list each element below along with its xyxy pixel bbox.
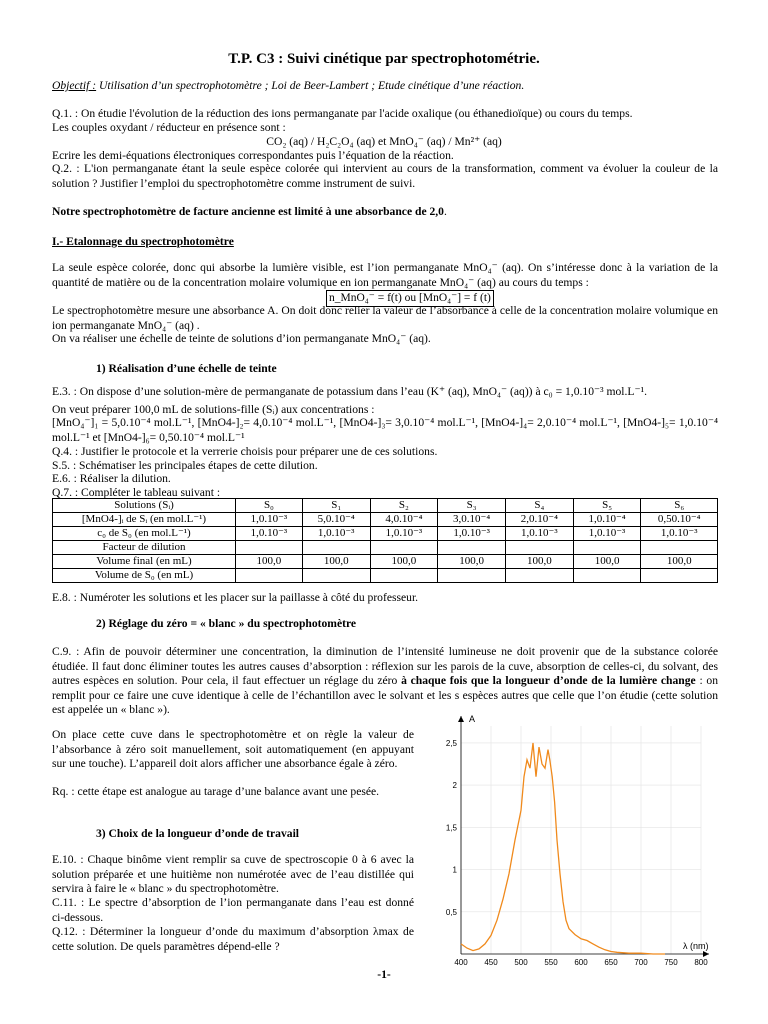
e3-line-2: On veut préparer 100,0 mL de solutions-fille (Sᵢ) aux concentrations : [52, 403, 375, 416]
table-cell: 100,0 [641, 555, 718, 569]
y-tick-label: 2,5 [445, 738, 457, 748]
chart-axes [458, 716, 709, 957]
table-row [53, 569, 718, 583]
table-cell: 1,0.10⁻³ [370, 527, 438, 541]
q4-text: Q.4. : Justifier le protocole et la verrerie choisis pour préparer une de ces solutions. [52, 445, 438, 458]
c9-procedure: On place cette cuve dans le spectrophotomètre et on règle la valeur de l’absorbance à zéro soit manuellement, soit automatiquement (en appuyant sur une touche). L’appareil doit alors afficher une absorbance égale à zéro. [52, 728, 414, 770]
x-axis-label: λ (nm) [683, 941, 709, 951]
table-cell: 100,0 [302, 555, 370, 569]
table-header-cell: S₆ [641, 499, 718, 513]
formula-box: n_MnO₄⁻ = f(t) ou [MnO₄⁻] = f (t) [326, 290, 494, 307]
table-cell: 1,0.10⁻³ [505, 527, 573, 541]
dilution-table [52, 498, 718, 583]
table-cell: 1,0.10⁻³ [236, 527, 303, 541]
para-3: On va réaliser une échelle de teinte de solutions d’ion permanganate MnO₄⁻ (aq). [52, 332, 431, 345]
table-cell: 1,0.10⁻³ [573, 527, 641, 541]
x-tick-label: 500 [514, 958, 528, 967]
para-2: Le spectrophotomètre mesure une absorbance A. On doit donc relier la valeur de l’absorbance à celle de la concentration molaire volumique en ion permanganate MnO₄⁻ (aq) . [52, 304, 718, 332]
section-1-title: I.- Etalonnage du spectrophotomètre [52, 235, 234, 248]
table-cell: [MnO4-]ᵢ de Sᵢ (en mol.L⁻¹) [53, 513, 236, 527]
table-cell: 1,0.10⁻³ [641, 527, 718, 541]
table-cell [505, 569, 573, 583]
heading-2: 2) Réglage du zéro = « blanc » du spectrophotomètre [96, 617, 357, 630]
table-cell: 0,50.10⁻⁴ [641, 513, 718, 527]
e6-text: E.6. : Réaliser la dilution. [52, 472, 171, 485]
c9-emphasis: à chaque fois que la longueur d’onde de la lumière change [401, 674, 696, 687]
x-axis-arrow [703, 951, 709, 957]
table-cell [236, 541, 303, 555]
q1-instruction: Ecrire les demi-équations électroniques correspondantes puis l’équation de la réaction. [52, 149, 454, 162]
c11-text: C.11. : Le spectre d’absorption de l’ion permanganate dans l’eau est donné ci-dessous. [52, 896, 414, 924]
table-row [53, 527, 718, 541]
table-cell [641, 541, 718, 555]
q7-text: Q.7. : Compléter le tableau suivant : [52, 486, 221, 499]
absorption-spectrum-chart [418, 708, 718, 968]
table-header-cell: S₀ [236, 499, 303, 513]
page-number: -1- [377, 968, 391, 981]
heading-1: 1) Réalisation d’une échelle de teinte [96, 362, 277, 375]
e3-concentrations: [MnO₄⁻]₁ = 5,0.10⁻⁴ mol.L⁻¹, [MnO4-]₂= 4,0.10⁻⁴ mol.L⁻¹, [MnO4-]₃= 3,0.10⁻⁴ mol.L⁻¹, [MnO4-]₄= 2,0.10⁻⁴ mol.L⁻¹, [MnO4-]₅= 1,0.10⁻⁴ mol.L⁻¹ et [MnO4-]₆= 0,50.10⁻⁴ mol.L⁻¹ [52, 416, 718, 444]
table-header-row [53, 499, 718, 513]
x-tick-label: 600 [574, 958, 588, 967]
absorbance-curve [461, 743, 665, 954]
table-cell: Volume de S₀ (en mL) [53, 569, 236, 583]
table-cell: 1,0.10⁻³ [302, 527, 370, 541]
y-axis-arrow [458, 716, 464, 722]
x-tick-label: 550 [544, 958, 558, 967]
table-cell [438, 541, 506, 555]
table-cell: 1,0.10⁻⁴ [573, 513, 641, 527]
table-cell [370, 569, 438, 583]
table-cell: c₀ de S₀ (en mol.L⁻¹) [53, 527, 236, 541]
c9-paragraph [52, 645, 718, 718]
x-tick-label: 650 [604, 958, 618, 967]
objective-text: Utilisation d’un spectrophotomètre ; Loi de Beer-Lambert ; Etude cinétique d’une réaction. [96, 79, 525, 92]
table-cell: 4,0.10⁻⁴ [370, 513, 438, 527]
table-cell [505, 541, 573, 555]
table-cell: 1,0.10⁻³ [438, 527, 506, 541]
table-cell [641, 569, 718, 583]
table-cell: Volume final (en mL) [53, 555, 236, 569]
y-tick-label: 0,5 [445, 907, 457, 917]
table-cell: 3,0.10⁻⁴ [438, 513, 506, 527]
c9-text-b: : on remplit pour ce faire une cuve identique à celle de l’échantillon avec le solvant et les s espèces autres que celle que l’on étudie (cette solution est appelée un « blanc »). [52, 674, 718, 716]
table-cell [236, 569, 303, 583]
page-title: T.P. C3 : Suivi cinétique par spectrophotométrie. [228, 51, 540, 67]
e10-text: E.10. : Chaque binôme vient remplir sa cuve de spectroscopie 0 à 6 avec la solution préparée et une huitième non numérotée avec de l’eau distillée qui servira à faire le « blanc » du spectrophotomètre. [52, 853, 414, 895]
x-tick-label: 450 [484, 958, 498, 967]
objective [52, 79, 718, 94]
table-cell: 2,0.10⁻⁴ [505, 513, 573, 527]
table-cell [302, 541, 370, 555]
table-header-cell: S₅ [573, 499, 641, 513]
table-cell: 5,0.10⁻⁴ [302, 513, 370, 527]
y-tick-label: 2 [452, 781, 457, 791]
table-cell [370, 541, 438, 555]
e3-line-1: E.3. : On dispose d’une solution-mère de permanganate de potassium dans l’eau (K⁺ (aq), MnO₄⁻ (aq)) à c₀ = 1,0.10⁻³ mol.L⁻¹. [52, 385, 647, 398]
table-header-cell: S₁ [302, 499, 370, 513]
x-tick-label: 700 [634, 958, 648, 967]
table-row [53, 541, 718, 555]
table-cell: 100,0 [438, 555, 506, 569]
notice-text [52, 205, 718, 220]
q2-text: Q.2. : L'ion permanganate étant la seule espèce colorée qui intervient au cours de la transformation, comment va évoluer la couleur de la solution ? Justifier l’emploi du spectrophotomètre comme instrument de suivi. [52, 162, 718, 190]
chart-ticks [446, 739, 708, 967]
table-cell [573, 541, 641, 555]
table-cell: 100,0 [505, 555, 573, 569]
y-tick-label: 1,5 [445, 823, 457, 833]
objective-label: Objectif : [52, 79, 97, 92]
c9-text-a: C.9. : Afin de pouvoir déterminer une concentration, la diminution de l’intensité lumineuse ne doit provenir que de la substance colorée étudiée. Il faut donc éliminer toutes les autres causes d’absorption : réflexion sur les parois de la cuve, absorption de celles-ci, du solvant, des autres espèces en solution. Pour cela, il faut effectuer un réglage du zéro [52, 645, 718, 687]
y-axis-label: A [469, 714, 476, 724]
table-cell: 100,0 [236, 555, 303, 569]
notice-period: . [443, 205, 447, 218]
heading-3: 3) Choix de la longueur d’onde de travail [96, 827, 300, 840]
q12-text: Q.12. : Déterminer la longueur d’onde du maximum d’absorption λmax de cette solution. De quels paramètres dépend-elle ? [52, 925, 414, 953]
table-cell [573, 569, 641, 583]
table-row [53, 555, 718, 569]
table-cell: 100,0 [573, 555, 641, 569]
q1-couples: Les couples oxydant / réducteur en présence sont : [52, 121, 286, 134]
s5-text: S.5. : Schématiser les principales étapes de cette dilution. [52, 459, 318, 472]
table-cell: Facteur de dilution [53, 541, 236, 555]
table-cell: 100,0 [370, 555, 438, 569]
remark-text: Rq. : cette étape est analogue au tarage d’une balance avant une pesée. [52, 785, 380, 798]
notice-main: Notre spectrophotomètre de facture ancienne est limité à une absorbance de 2,0 [52, 205, 444, 218]
table-header-cell: Solutions (Sᵢ) [53, 499, 236, 513]
y-tick-label: 1 [452, 865, 457, 875]
table-cell [438, 569, 506, 583]
table-header-cell: S₄ [505, 499, 573, 513]
q1-intro: Q.1. : On étudie l'évolution de la réduction des ions permanganate par l'acide oxalique (ou éthanedioïque) ou cours du temps. [52, 107, 633, 120]
table-row [53, 513, 718, 527]
x-tick-label: 400 [454, 958, 468, 967]
e8-text: E.8. : Numéroter les solutions et les placer sur la paillasse à côté du professeur. [52, 591, 419, 604]
x-tick-label: 750 [664, 958, 678, 967]
q1-equation: CO₂ (aq) / H₂C₂O₄ (aq) et MnO₄⁻ (aq) / Mn²⁺ (aq) [266, 135, 502, 148]
table-cell: 1,0.10⁻³ [236, 513, 303, 527]
table-cell [302, 569, 370, 583]
table-header-cell: S₂ [370, 499, 438, 513]
table-header-cell: S₃ [438, 499, 506, 513]
para-1: La seule espèce colorée, donc qui absorbe la lumière visible, est l’ion permanganate MnO₄⁻ (aq). On s’intéresse donc à la variation de la quantité de matière ou de la concentration molaire volumique en ion permanganate MnO₄⁻ (aq) au cours du temps : [52, 261, 718, 289]
x-tick-label: 800 [694, 958, 708, 967]
